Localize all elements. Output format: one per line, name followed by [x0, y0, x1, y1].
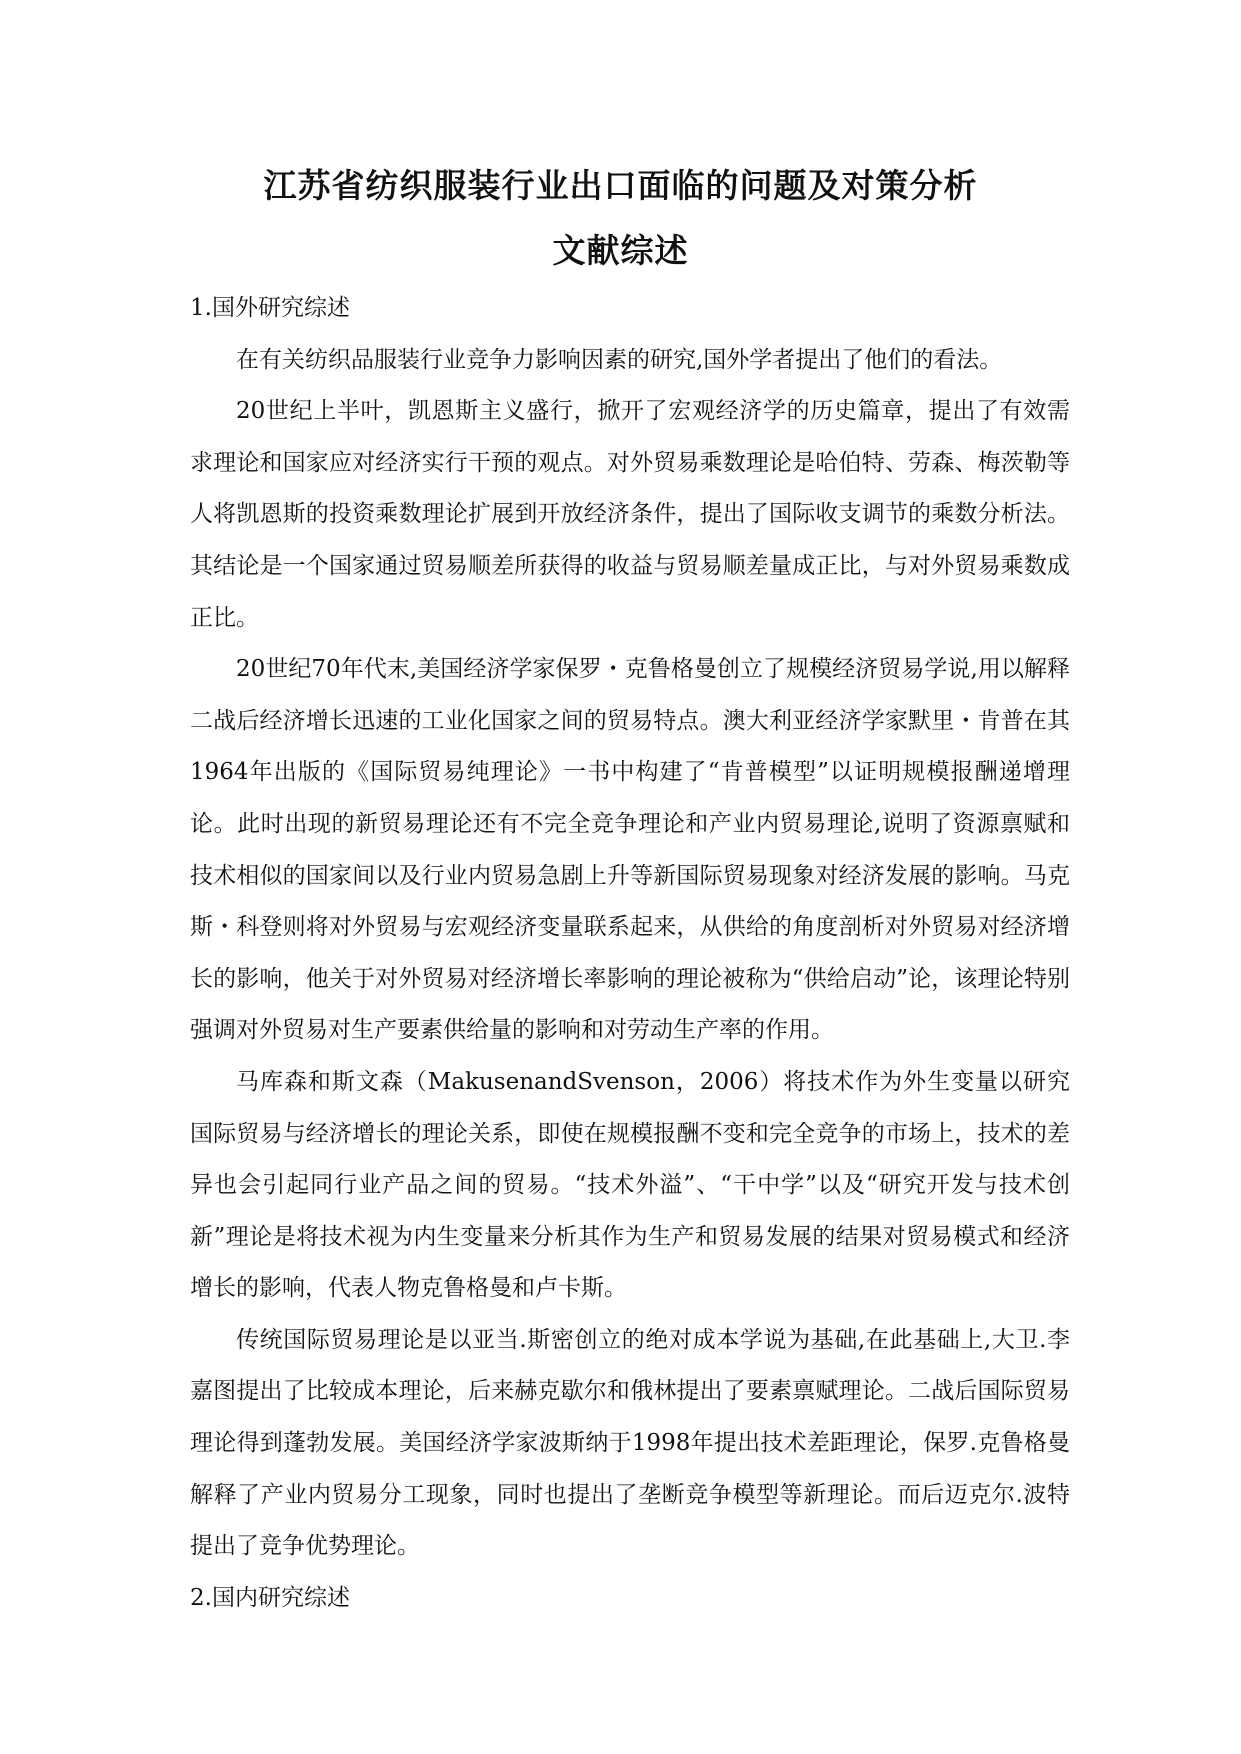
- document-title: 江苏省纺织服装行业出口面临的问题及对策分析: [263, 166, 978, 205]
- paragraph: 在有关纺织品服装行业竞争力影响因素的研究,国外学者提出了他们的看法。: [236, 346, 1003, 373]
- paragraph: 20世纪上半叶，凯恩斯主义盛行，掀开了宏观经济学的历史篇章，提出了有效需求理论和国家应对经济实行干预的观点。对外贸易乘数理论是哈伯特、劳森、梅茨勒等人将凯恩斯的投资乘数理论扩展到开放经济条件，提出了国际收支调节的乘数分析法。其结论是一个国家通过贸易顺差所获得的收益与贸易顺差量成正比，与对外贸易乘数成正比。: [190, 398, 1070, 631]
- section-heading-foreign: 1.国外研究综述: [190, 295, 350, 321]
- paragraph: 传统国际贸易理论是以亚当.斯密创立的绝对成本学说为基础,在此基础上,大卫.李嘉图提出了比较成本理论，后来赫克歇尔和俄林提出了要素禀赋理论。二战后国际贸易理论得到蓬勃发展。美国经济学家波斯纳于1998年提出技术差距理论，保罗.克鲁格曼解释了产业内贸易分工现象，同时也提出了垄断竞争模型等新理论。而后迈克尔.波特提出了竞争优势理论。: [190, 1326, 1070, 1560]
- paragraph: 20世纪70年代末,美国经济学家保罗・克鲁格曼创立了规模经济贸易学说,用以解释二战后经济增长迅速的工业化国家之间的贸易特点。澳大利亚经济学家默里・肯普在其1964年出版的《国际贸易纯理论》一书中构建了“肯普模型”以证明规模报酬递增理论。此时出现的新贸易理论还有不完全竞争理论和产业内贸易理论,说明了资源禀赋和技术相似的国家间以及行业内贸易急剧上升等新国际贸易现象对经济发展的影响。马克斯・科登则将对外贸易与宏观经济变量联系起来，从供给的角度剖析对外贸易对经济增长的影响，他关于对外贸易对经济增长率影响的理论被称为“供给启动”论，该理论特别强调对外贸易对生产要素供给量的影响和对劳动生产率的作用。: [190, 656, 1070, 1044]
- section-heading-domestic: 2.国内研究综述: [190, 1584, 350, 1611]
- paragraph: 马库森和斯文森（MakusenandSvenson，2006）将技术作为外生变量以研究国际贸易与经济增长的理论关系，即使在规模报酬不变和完全竞争的市场上，技术的差异也会引起同行业产品之间的贸易。“技术外溢”、“干中学”以及“研究开发与技术创新”理论是将技术视为内生变量来分析其作为生产和贸易发展的结果对贸易模式和经济增长的影响，代表人物克鲁格曼和卢卡斯。: [190, 1068, 1070, 1302]
- document-subtitle: 文献综述: [552, 231, 689, 270]
- document-body: [190, 283, 1070, 1624]
